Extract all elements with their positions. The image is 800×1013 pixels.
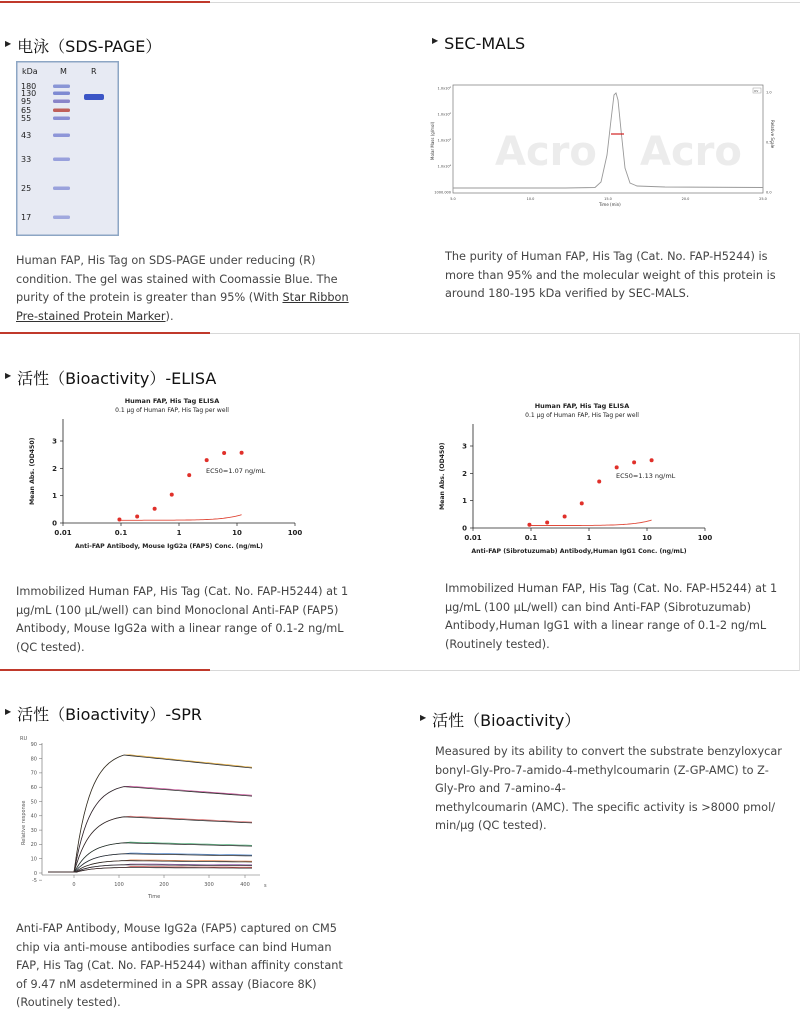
elisa-ytick: 1	[462, 497, 467, 506]
activity-line-3: Gly-Pro and 7-amino-4-	[435, 782, 566, 795]
spr-xtick: 100	[114, 882, 124, 888]
spr-ylabel: Relative response	[21, 800, 27, 845]
secmals-ytick: 1.0x10⁶	[437, 112, 451, 117]
elisa-data-point	[615, 465, 619, 469]
elisa-data-point	[650, 458, 654, 462]
secmals-legend-label: UV	[754, 89, 759, 93]
elisa-ytick: 2	[462, 469, 467, 478]
elisa-ytick: 3	[52, 437, 57, 446]
elisa-data-point	[632, 460, 636, 464]
spr-xlabel: Time	[148, 894, 161, 900]
elisa-xtick: 100	[287, 529, 303, 537]
secmals-xtick: 25.0	[759, 197, 767, 201]
gel-marker-band	[53, 187, 70, 191]
secmals-y2label: Relative Scale	[770, 120, 775, 149]
elisa-ec50: EC50=1.07 ng/mL	[206, 467, 266, 475]
secmals-xtick: 10.0	[526, 197, 535, 201]
elisa-ec50: EC50=1.13 ng/mL	[616, 472, 676, 480]
gel-marker-label: 55	[21, 114, 32, 123]
bullet-triangle-icon: ▶	[5, 707, 12, 716]
secmals-y2tick: 0.5	[766, 140, 772, 145]
gel-col-m: M	[60, 67, 67, 76]
spr-xtick: 400	[240, 882, 250, 888]
elisa-title: Human FAP, His Tag ELISA	[124, 397, 220, 405]
spr-ytick: 10	[30, 856, 37, 863]
spr-xtick: 200	[159, 882, 169, 888]
activity-line-4: methylcoumarin (AMC). The specific activity is >8000 pmol/	[435, 800, 776, 814]
elisa-xlabel: Anti-FAP Antibody, Mouse IgG2a (FAP5) Conc. (ng/mL)	[74, 543, 264, 550]
secmals-watermark: Acro	[495, 129, 597, 175]
elisa-ytick: 1	[52, 492, 57, 501]
gel-marker-band	[53, 216, 70, 220]
elisa-data-point	[222, 451, 226, 455]
elisa-ytick: 2	[52, 464, 57, 473]
gel-marker-label: 130	[21, 89, 37, 98]
activity-line-5: min/μg (QC tested).	[435, 819, 547, 832]
elisa-data-point	[205, 458, 209, 462]
spr-xtick: 0	[72, 882, 76, 888]
gel-marker-label: 17	[21, 213, 32, 222]
elisa-xtick: 10	[232, 529, 242, 537]
elisa-heading: ▶ 活性（Bioactivity）-ELISA	[5, 369, 217, 388]
spr-response-curve	[48, 861, 252, 872]
secmals-xtick: 20.0	[681, 197, 690, 201]
gel-col-r: R	[91, 67, 97, 76]
elisa-chart-left	[20, 393, 320, 565]
secmals-xtick: 5.0	[450, 197, 456, 201]
elisa-xtick: 0.01	[54, 529, 72, 537]
elisa-xtick: 100	[697, 534, 713, 542]
gel-marker-band	[53, 158, 70, 162]
divider-1	[0, 333, 800, 334]
divider-2	[0, 670, 800, 671]
gel-marker-label: 33	[21, 155, 32, 164]
elisa-data-point	[117, 517, 121, 521]
spr-description: Anti-FAP Antibody, Mouse IgG2a (FAP5) captured on CM5 chip via anti-mouse antibodies surface can bind Human FAP, His Tag (Cat. No. FAP-H5244) withan affinity constant of 9.47 nM asdetermined in a SPR assay (Biacore 8K) (Routinely tested).	[16, 922, 343, 1009]
gel-marker-band	[53, 85, 70, 89]
secmals-ytick: 1.0x10⁶	[437, 86, 451, 91]
elisa-ytick: 3	[462, 442, 467, 451]
activity-line-2: bonyl-Gly-Pro-7-amido-4-methylcoumarin (Z-GP-AMC) to Z-	[435, 763, 769, 777]
gel-marker-band	[53, 134, 70, 138]
secmals-ytick: 1.0x10⁴	[437, 164, 451, 169]
elisa-data-point	[153, 507, 157, 511]
spr-ytick: 0	[33, 870, 37, 877]
secmals-ytick: 1.0x10⁵	[437, 138, 451, 143]
elisa-subtitle: 0.1 μg of Human FAP, His Tag per well	[115, 407, 229, 414]
elisa-xtick: 10	[642, 534, 652, 542]
secmals-ylabel: Molar Mass (g/mol)	[430, 121, 435, 160]
elisa-chart-right	[430, 398, 730, 570]
spr-ytick: 70	[30, 770, 37, 777]
elisa-xlabel: Anti-FAP (Sibrotuzumab) Antibody,Human IgG1 Conc. (ng/mL)	[471, 548, 687, 555]
bullet-triangle-icon: ▶	[420, 713, 427, 722]
elisa-xtick: 1	[586, 534, 592, 542]
gel-marker-band	[53, 92, 70, 96]
secmals-chart	[425, 80, 775, 215]
elisa-right-description: Immobilized Human FAP, His Tag (Cat. No. FAP-H5244) at 1 μg/mL (100 μL/well) can bind Anti-FAP (Sibrotuzumab) Antibody,Human IgG1 with a linear range of 0.1-2 ng/mL (Routinely tested).	[445, 582, 778, 651]
elisa-title: Human FAP, His Tag ELISA	[534, 402, 630, 410]
spr-ytick: 90	[30, 742, 37, 749]
spr-ytick: 80	[30, 756, 37, 763]
spr-ytick: 20	[30, 842, 37, 849]
elisa-xtick: 0.1	[114, 529, 128, 537]
sds-heading: ▶ 电泳（SDS-PAGE）	[5, 37, 162, 56]
bullet-triangle-icon: ▶	[432, 36, 439, 45]
spr-ytick: 40	[30, 813, 37, 820]
secmals-xtick: 15.0	[604, 197, 612, 201]
elisa-left-description: Immobilized Human FAP, His Tag (Cat. No. FAP-H5244) at 1 μg/mL (100 μL/well) can bind Monoclonal Anti-FAP (FAP5) Antibody, Mouse IgG2a with a linear range of 0.1-2 ng/mL (QC tested).	[16, 585, 349, 654]
elisa-data-point	[187, 473, 191, 477]
elisa-ylabel: Mean Abs. (OD450)	[439, 442, 446, 510]
sds-gel-image	[16, 61, 119, 236]
bullet-triangle-icon: ▶	[5, 39, 12, 48]
spr-ytick: 60	[30, 785, 37, 791]
elisa-xtick: 0.01	[464, 534, 482, 542]
spr-unit-y: RU	[20, 736, 28, 742]
elisa-data-point	[240, 451, 244, 455]
activity-heading: ▶ 活性（Bioactivity）	[420, 711, 581, 730]
spr-ytick: -5	[32, 877, 37, 884]
secmals-description: The purity of Human FAP, His Tag (Cat. No. FAP-H5244) is more than 95% and the molecular weight of this protein is around 180-195 kDa verified by SEC-MALS.	[445, 250, 776, 300]
gel-marker-band	[53, 117, 70, 121]
spr-sensorgram	[8, 733, 278, 903]
sds-description: Human FAP, His Tag on SDS-PAGE under reducing (R) condition. The gel was stained with Coomassie Blue. The purity of the protein is greater than 95% (With Star Ribbon Pre-stained Protein Marker).	[16, 254, 349, 323]
secmals-y2tick: 1.0	[766, 90, 772, 95]
elisa-data-point	[597, 480, 601, 484]
elisa-data-point	[545, 521, 549, 525]
elisa-data-point	[170, 493, 174, 497]
bullet-triangle-icon: ▶	[5, 371, 12, 380]
gel-marker-label: 43	[21, 131, 32, 140]
spr-response-curve	[48, 854, 252, 872]
gel-marker-label: 65	[21, 106, 32, 115]
gel-marker-label: 25	[21, 184, 32, 193]
elisa-data-point	[527, 523, 531, 527]
marker-product-link[interactable]: Star Ribbon Pre-stained Protein Marker	[16, 291, 349, 323]
gel-marker-label: 180	[21, 82, 37, 91]
secmals-xlabel: Time (min)	[599, 202, 621, 207]
spr-xtick: 300	[204, 882, 214, 888]
elisa-ytick: 0	[462, 524, 467, 533]
secmals-heading: ▶ SEC-MALS	[432, 34, 526, 53]
secmals-y2tick: 0.0	[766, 190, 772, 195]
gel-marker-band	[53, 100, 70, 104]
spr-fit-curve	[48, 853, 252, 872]
elisa-xtick: 0.1	[524, 534, 538, 542]
elisa-xtick: 1	[176, 529, 182, 537]
gel-sample-band	[84, 94, 104, 100]
gel-marker-band	[53, 109, 70, 113]
secmals-watermark-2: Acro	[640, 129, 742, 175]
activity-line-1: Measured by its ability to convert the substrate benzyloxycar	[435, 745, 782, 758]
elisa-subtitle: 0.1 μg of Human FAP, His Tag per well	[525, 412, 639, 419]
spr-ytick: 50	[30, 799, 37, 806]
elisa-data-point	[563, 515, 567, 519]
top-divider	[0, 2, 800, 3]
gel-kda-label: kDa	[22, 67, 38, 76]
spr-ytick: 30	[30, 827, 37, 834]
elisa-ytick: 0	[52, 519, 57, 528]
spr-heading: ▶ 活性（Bioactivity）-SPR	[5, 705, 203, 724]
elisa-data-point	[580, 501, 584, 505]
activity-description	[435, 743, 795, 836]
spr-unit-x: s	[264, 883, 267, 889]
gel-marker-label: 95	[21, 97, 32, 106]
elisa-ylabel: Mean Abs. (OD450)	[29, 437, 36, 505]
elisa-data-point	[135, 514, 139, 518]
secmals-ytick: 1000.000	[434, 190, 451, 195]
